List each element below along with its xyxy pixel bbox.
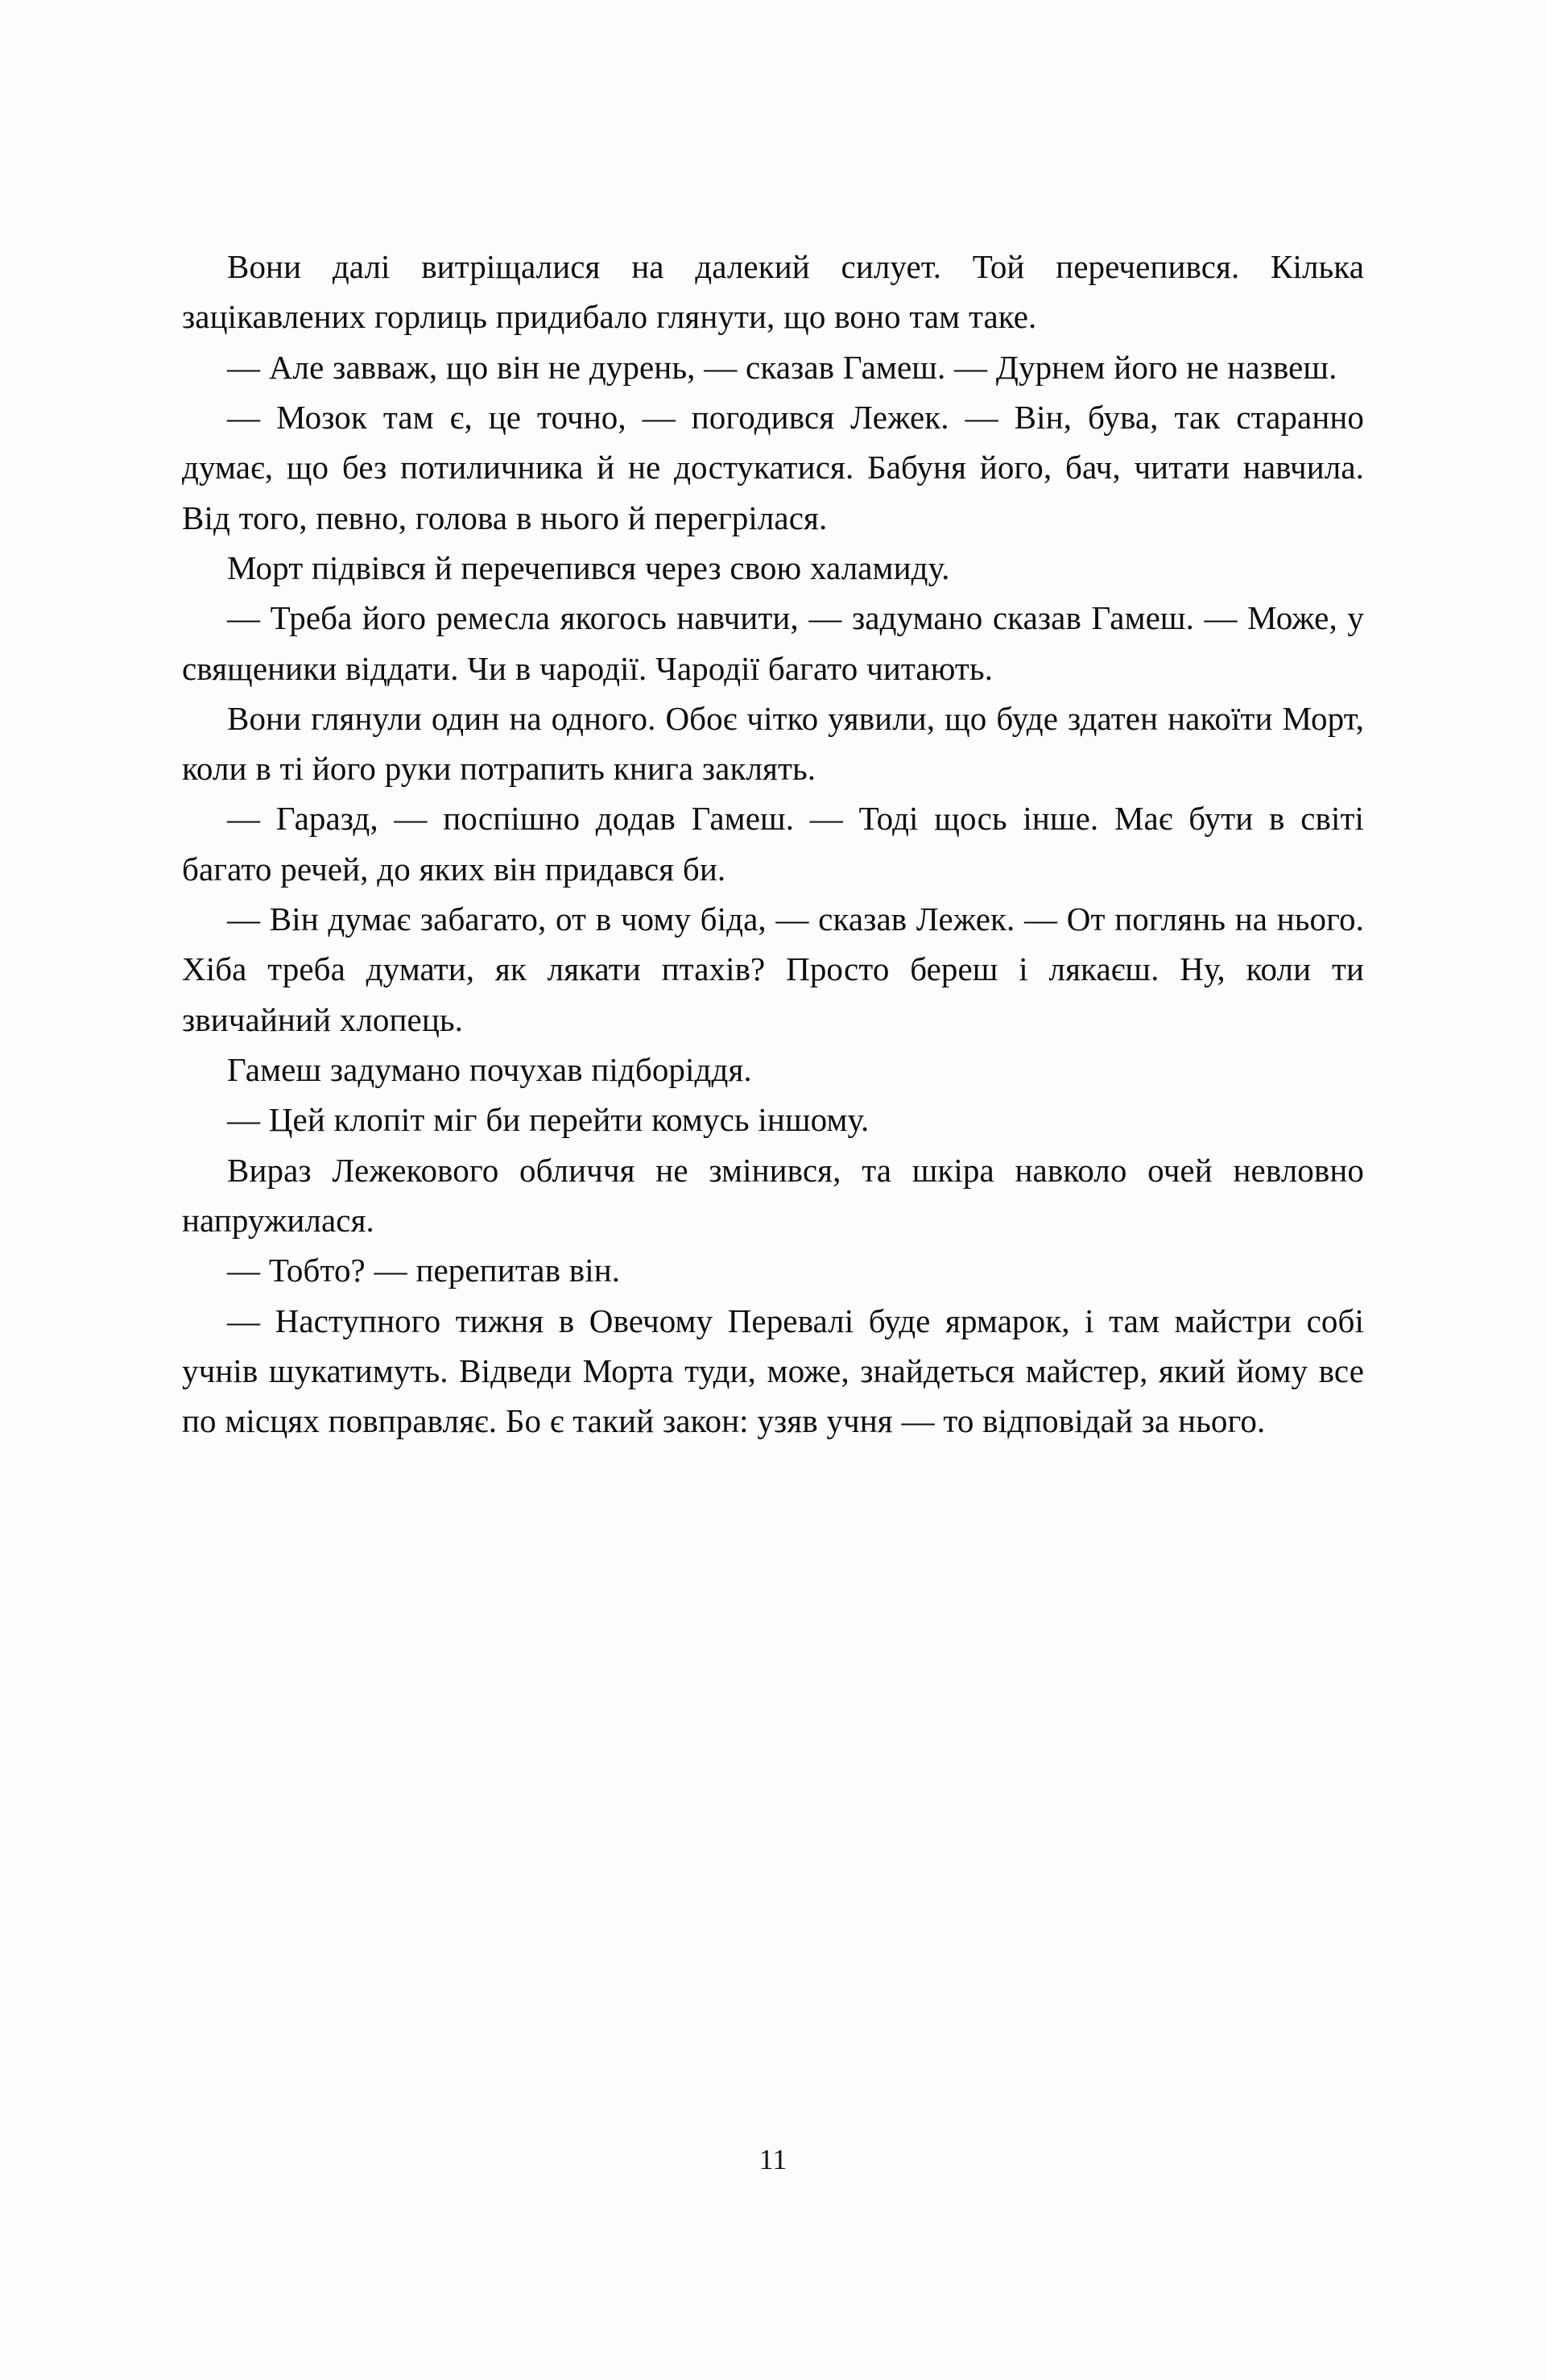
paragraph: — Цей клопіт міг би перейти комусь іншому. bbox=[227, 1101, 870, 1139]
paragraph: Морт підвівся й перечепився через свою халамиду. bbox=[227, 548, 950, 586]
paragraph: — Але завваж, що він не дурень, — сказав Гамеш. — Дурнем його не назвеш. bbox=[227, 348, 1337, 386]
paragraph: — Гаразд, — поспішно додав Гамеш. — Тоді щось інше. Має бути в світі багато речей, до яких він придався би. bbox=[182, 800, 1364, 888]
paragraph: — Тобто? — перепитав він. bbox=[227, 1252, 621, 1289]
paragraph: — Треба його ремесла якогось навчити, — задумано сказав Гамеш. — Може, у священики віддати. Чи в чародії. Чародії багато читають. bbox=[182, 599, 1364, 687]
paragraph: — Він думає забагато, от в чому біда, — сказав Лежек. — От поглянь на нього. Хіба треба думати, як лякати птахів? Просто береш і лякаєш. Ну, коли ти звичайний хлопець. bbox=[182, 900, 1364, 1038]
paragraph: Гамеш задумано почухав підборіддя. bbox=[227, 1051, 752, 1088]
paragraph: — Наступного тижня в Овечому Перевалі буде ярмарок, і там майстри собі учнів шукатимуть. Відведи Морта туди, може, знайдеться майстер, який йому все по місцях повправляє. Бо є такий закон: узяв учня — то відповідай за нього. bbox=[182, 1302, 1364, 1440]
paragraph: — Мозок там є, це точно, — погодився Лежек. — Він, бува, так старанно думає, що без потиличника й не достукатися. Бабуня його, бач, читати навчила. Від того, певно, голова в нього й перегрілася. bbox=[182, 398, 1364, 536]
paragraph: Вони далі витріщалися на далекий силует. Той перечепився. Кілька зацікавлених горлиць придибало глянути, що воно там таке. bbox=[182, 248, 1364, 336]
paragraph: Вираз Лежекового обличчя не змінився, та шкіра навколо очей невловно напружилася. bbox=[182, 1151, 1364, 1239]
paragraph: Вони глянули один на одного. Обоє чітко уявили, що буде здатен накоїти Морт, коли в ті його руки потрапить книга заклять. bbox=[182, 699, 1364, 788]
page-number: 11 bbox=[759, 2143, 787, 2175]
page-body bbox=[182, 242, 1364, 1447]
